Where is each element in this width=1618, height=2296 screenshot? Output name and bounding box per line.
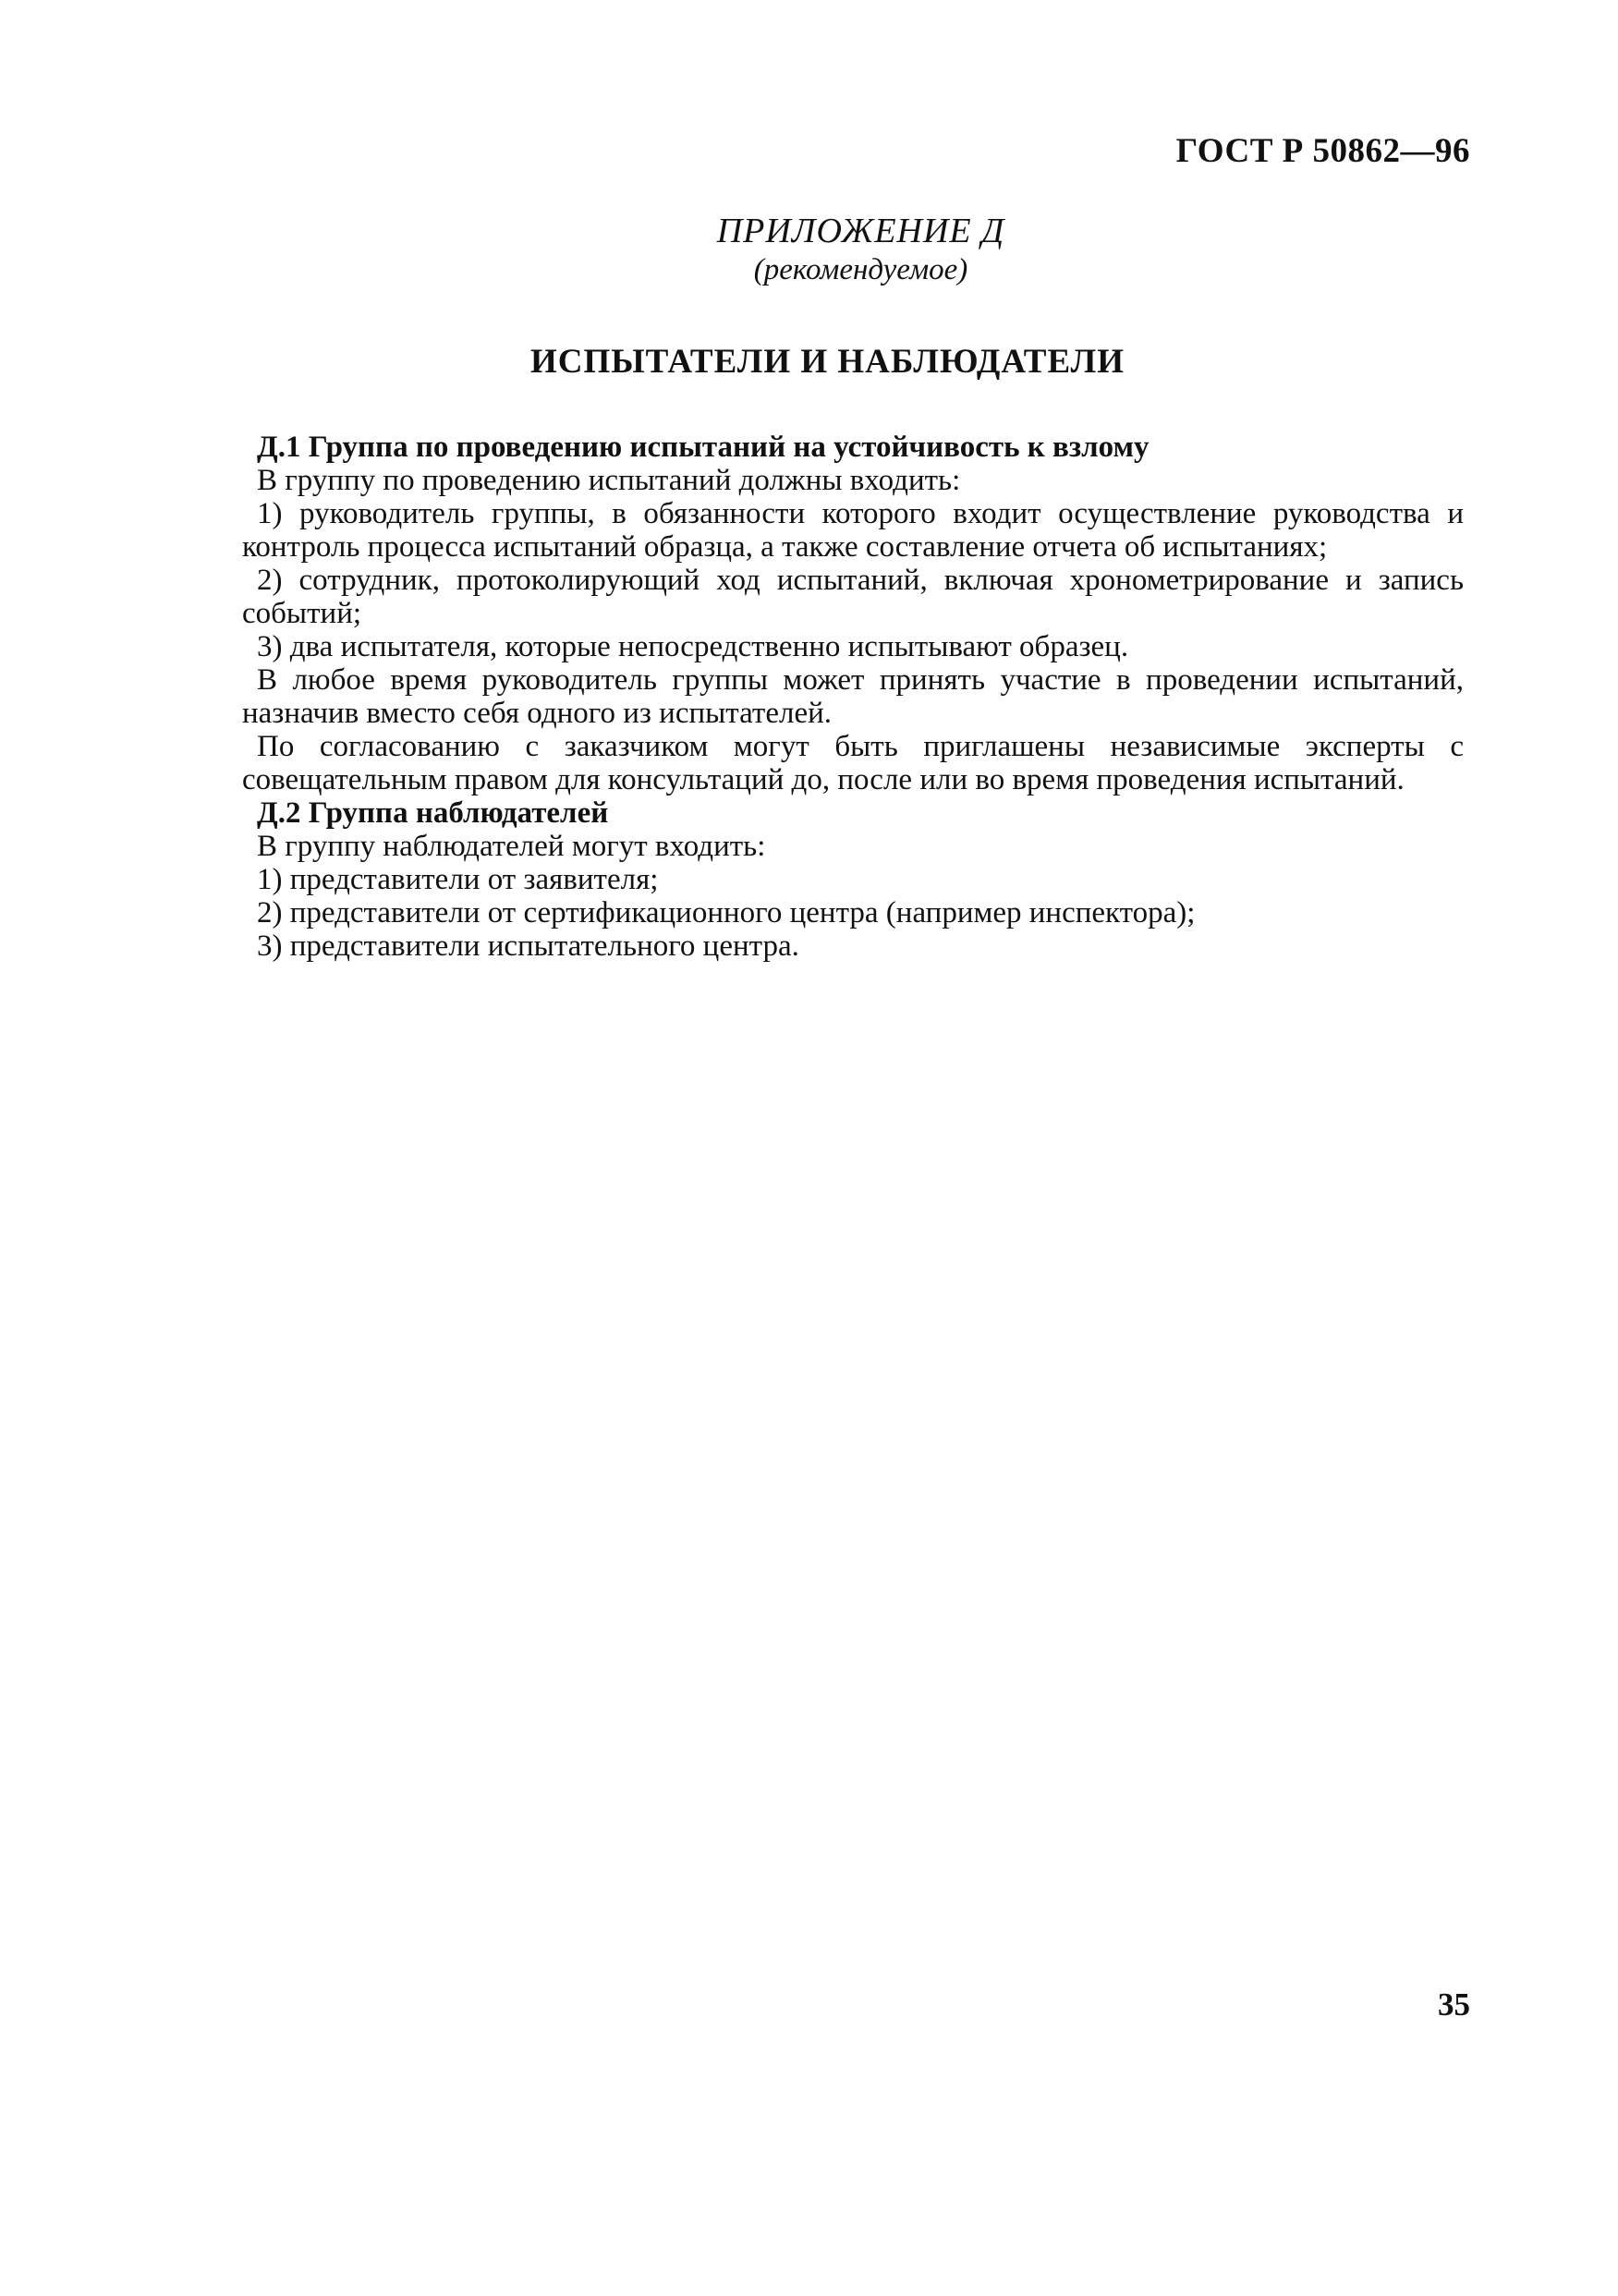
section1-paragraph-2: По согласованию с заказчиком могут быть приглашены независимые эксперты с совещательным правом для консультаций до, после или во время проведения испытаний. xyxy=(242,730,1464,796)
appendix-header xyxy=(0,211,1618,288)
section2-item-3: 3) представители испытательного центра. xyxy=(257,929,799,963)
document-code: ГОСТ Р 50862—96 xyxy=(1175,132,1470,170)
section2-heading: Д.2 Группа наблюдателей xyxy=(257,796,609,830)
page-number: 35 xyxy=(1438,1986,1470,2023)
section2-intro: В группу наблюдателей могут входить: xyxy=(257,830,766,863)
section1-heading: Д.1 Группа по проведению испытаний на устойчивость к взлому xyxy=(257,431,1150,464)
appendix-title: ПРИЛОЖЕНИЕ Д xyxy=(716,212,1005,250)
section1-item-1: 1) руководитель группы, в обязанности которого входит осуществление руководства и контроль процесса испытаний образца, а также составление отчета об испытаниях; xyxy=(242,497,1464,564)
appendix-subtitle: (рекомендуемое) xyxy=(753,253,968,286)
section1-item-2: 2) сотрудник, протоколирующий ход испытаний, включая хронометрирование и запись событий; xyxy=(242,564,1464,630)
document-body xyxy=(242,431,1464,963)
section1-item-3: 3) два испытателя, которые непосредственно испытывают образец. xyxy=(257,630,1129,663)
section2-item-1: 1) представители от заявителя; xyxy=(257,863,659,896)
main-title: ИСПЫТАТЕЛИ И НАБЛЮДАТЕЛИ xyxy=(529,343,1125,381)
section2-item-2: 2) представители от сертификационного центра (например инспектора); xyxy=(257,896,1196,929)
section1-intro: В группу по проведению испытаний должны входить: xyxy=(257,464,961,497)
section1-paragraph-1: В любое время руководитель группы может принять участие в проведении испытаний, назначив вместо себя одного из испытателей. xyxy=(242,663,1464,730)
